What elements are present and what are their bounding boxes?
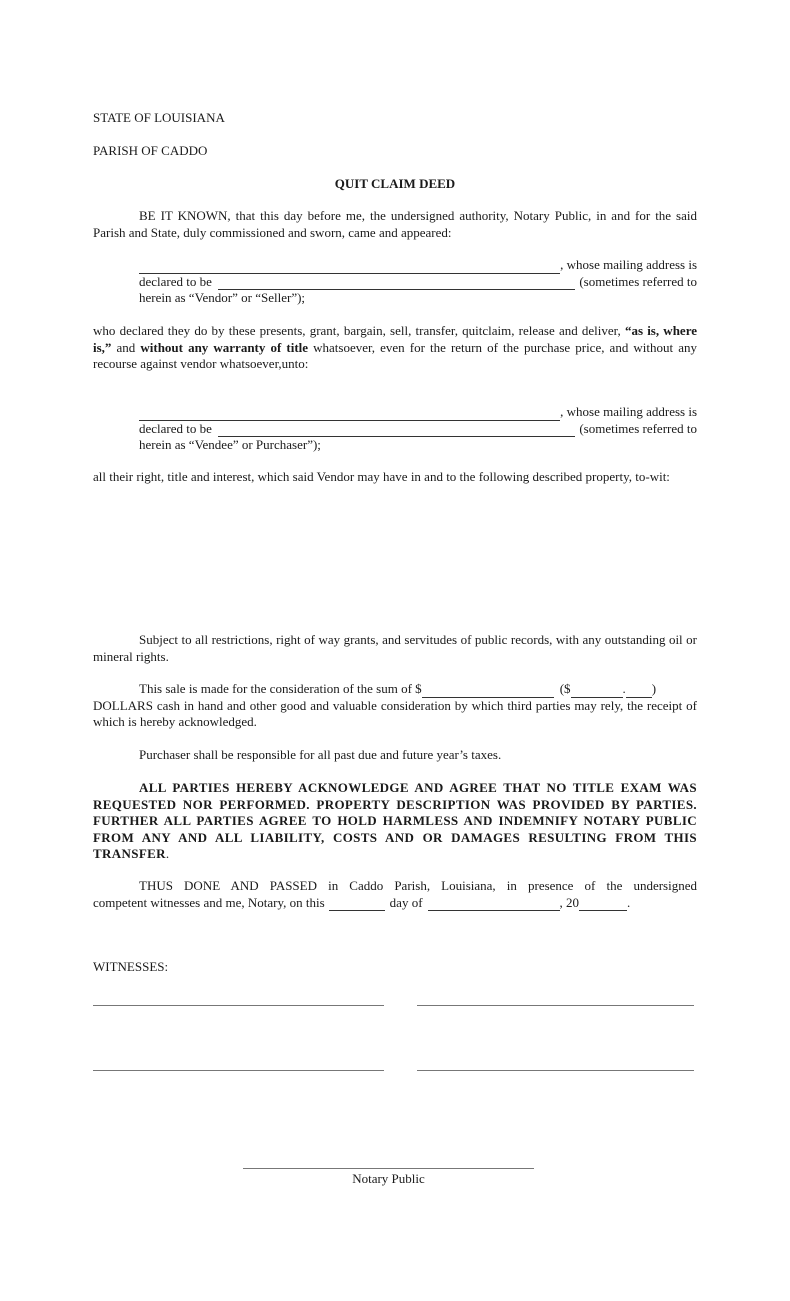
vendee-referred-label: (sometimes referred to <box>579 420 697 436</box>
witness-4-signature-line[interactable] <box>417 1070 694 1071</box>
year-prefix-text: , 20 <box>559 894 580 910</box>
vendor-name-field[interactable] <box>139 261 560 274</box>
sum-dollars-field[interactable] <box>571 685 623 698</box>
consideration-sum-row <box>93 681 697 698</box>
decimal-dot: . <box>622 681 626 696</box>
witness-3-signature-line[interactable] <box>93 1070 384 1071</box>
taxes-paragraph: Purchaser shall be responsible for all past due and future year’s taxes. <box>139 747 502 762</box>
without-warranty-text: without any warranty of title <box>140 339 309 355</box>
vendor-declared-label: declared to be <box>139 273 212 289</box>
execution-line-2 <box>93 895 697 912</box>
vendee-name-row <box>139 404 697 421</box>
property-description-area[interactable] <box>93 505 697 625</box>
vendor-referred-label: (sometimes referred to <box>579 273 697 289</box>
grant-text-3: whatsoever, even for the return of the purchase price, and without any recourse against vendor whatsoever,unto: <box>93 339 697 371</box>
acknowledgement-text: ALL PARTIES HEREBY ACKNOWLEDGE AND AGREE THAT NO TITLE EXAM WAS REQUESTED NOR PERFORMED. PROPERTY DESCRIPTION WAS PROVIDED BY PARTIES. FURTHER ALL PARTIES AGREE TO HOLD HARMLESS AND INDEMNIFY NOTARY PUBLIC FROM ANY AND ALL LIABILITY, COSTS AND OR DAMAGES RESULTING FROM THIS TRANSFER <box>93 780 697 861</box>
execution-line-1: THUS DONE AND PASSED in Caddo Parish, Louisiana, in presence of the undersigned <box>139 878 697 893</box>
execution-paragraph <box>93 878 697 911</box>
notary-signature-line[interactable] <box>243 1168 534 1169</box>
restrictions-paragraph: Subject to all restrictions, right of way grants, and servitudes of public records, with any outstanding oil or mineral rights. <box>93 632 697 664</box>
execution-period: . <box>627 894 631 910</box>
vendee-block <box>139 404 697 454</box>
day-of-text: day of <box>389 894 423 910</box>
execution-notary-text: competent witnesses and me, Notary, on this <box>93 894 325 910</box>
consideration-paragraph <box>93 681 697 731</box>
paren-close: ) <box>651 681 657 696</box>
notary-public-label: Notary Public <box>352 1171 425 1186</box>
state-heading: STATE OF LOUISIANA <box>93 110 225 125</box>
vendee-referred-text: herein as “Vendee” or Purchaser”); <box>139 437 321 452</box>
witness-1-signature-line[interactable] <box>93 1005 384 1006</box>
as-is-where-is-text: “as is, where is,” <box>93 323 697 355</box>
vendor-address-field[interactable] <box>218 277 575 290</box>
document-title: QUIT CLAIM DEED <box>334 176 456 191</box>
property-clause-paragraph: all their right, title and interest, which said Vendor may have in and to the following described property, to-wit: <box>93 469 670 484</box>
day-field[interactable] <box>329 898 385 911</box>
parish-heading: PARISH OF CADDO <box>93 143 208 158</box>
intro-paragraph: BE IT KNOWN, that this day before me, the undersigned authority, Notary Public, in and for the said Parish and State, duly commissioned and sworn, came and appeared: <box>93 208 697 240</box>
vendee-mailing-label: , whose mailing address is <box>560 404 697 419</box>
witnesses-label: WITNESSES: <box>93 959 169 974</box>
grant-clause-paragraph <box>93 323 697 373</box>
vendor-name-row <box>139 257 697 274</box>
vendor-block <box>139 257 697 307</box>
acknowledgement-paragraph <box>93 780 697 863</box>
sum-cents-field[interactable] <box>626 685 652 698</box>
consideration-label: This sale is made for the consideration of the sum of $ <box>139 681 422 696</box>
vendor-referred-text: herein as “Vendor” or “Seller”); <box>139 290 306 305</box>
vendee-address-row <box>139 421 697 438</box>
vendee-address-field[interactable] <box>218 424 575 437</box>
vendee-declared-label: declared to be <box>139 420 212 436</box>
grant-text-2: and <box>111 339 141 355</box>
vendor-address-row <box>139 274 697 291</box>
consideration-rest-text: DOLLARS cash in hand and other good and valuable consideration by which third parties may rely, the receipt of which is hereby acknowledged. <box>93 697 697 729</box>
paren-open: ($ <box>559 681 571 696</box>
year-field[interactable] <box>579 898 627 911</box>
witness-2-signature-line[interactable] <box>417 1005 694 1006</box>
sum-words-field[interactable] <box>422 685 554 698</box>
grant-text-1: who declared they do by these presents, grant, bargain, sell, transfer, quitclaim, release and deliver, <box>93 323 625 338</box>
month-field[interactable] <box>428 898 560 911</box>
vendor-mailing-label: , whose mailing address is <box>560 257 697 272</box>
vendee-name-field[interactable] <box>139 408 560 421</box>
acknowledgement-period: . <box>165 846 170 861</box>
